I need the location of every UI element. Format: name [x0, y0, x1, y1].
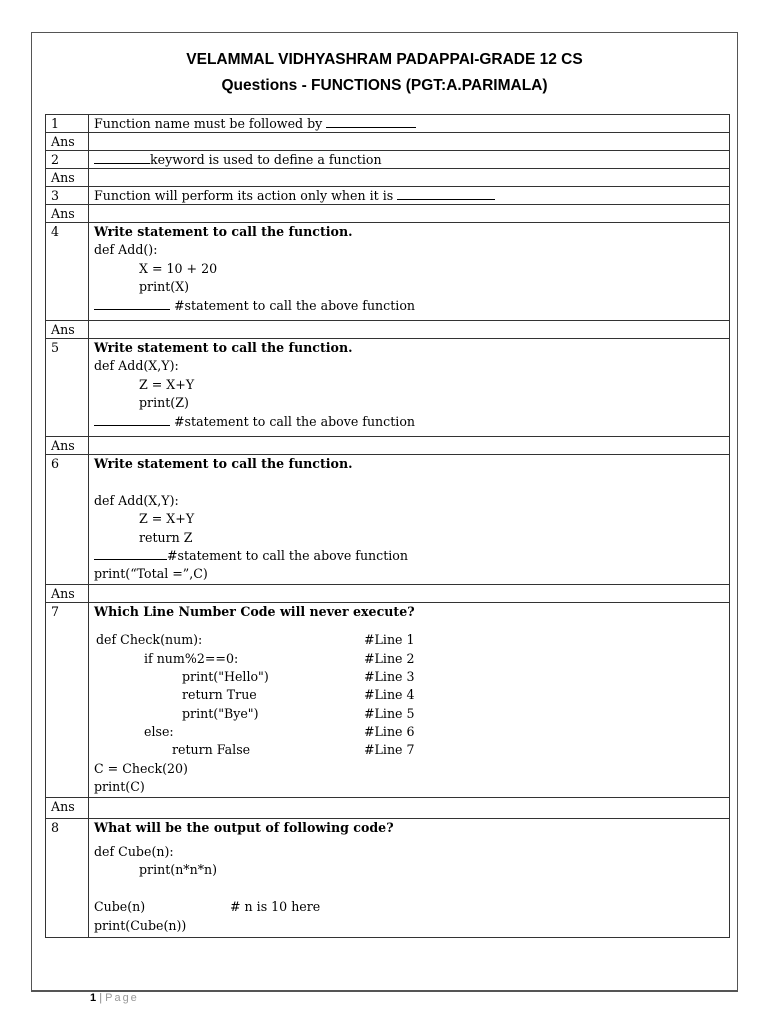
line-comment: #Line 2	[364, 650, 415, 666]
answer-cell[interactable]	[89, 437, 730, 455]
line-comment: #Line 3	[364, 668, 415, 684]
answer-cell[interactable]	[89, 797, 730, 818]
line-comment: #Line 6	[364, 724, 415, 740]
code-line: def Add(X,Y):	[94, 492, 179, 508]
code-line: def Check(num):	[96, 632, 203, 648]
code-line: print(n*n*n)	[139, 862, 218, 878]
code-line: Cube(n)	[94, 899, 146, 915]
code-line: print("Hello")	[182, 668, 269, 684]
code-comment: #statement to call the above function	[167, 547, 409, 563]
ans-label: Ans	[46, 584, 89, 602]
code-line: else:	[144, 724, 174, 740]
page-word: Page	[105, 992, 139, 1004]
answer-cell[interactable]	[89, 205, 730, 223]
code-line: print("Bye")	[182, 705, 259, 721]
question-row-6	[46, 455, 730, 585]
code-line: print(X)	[139, 279, 190, 295]
question-number: 3	[46, 187, 89, 205]
question-row-3	[46, 187, 730, 205]
code-line: Z = X+Y	[139, 376, 195, 392]
answer-cell[interactable]	[89, 133, 730, 151]
worksheet-subtitle: Questions - FUNCTIONS (PGT:A.PARIMALA)	[221, 77, 548, 94]
question-number: 7	[46, 602, 89, 797]
page-footer	[90, 992, 139, 1004]
question-row-7	[46, 602, 730, 797]
q8-heading: What will be the output of following code?	[94, 819, 394, 835]
question-row-1	[46, 115, 730, 133]
page-number: 1	[90, 992, 97, 1004]
answer-row-5	[46, 437, 730, 455]
fill-blank	[94, 413, 170, 426]
question-number: 2	[46, 151, 89, 169]
ans-label: Ans	[46, 321, 89, 339]
ans-label: Ans	[46, 169, 89, 187]
fill-blank	[94, 547, 167, 560]
question-text	[89, 602, 730, 797]
question-row-4	[46, 223, 730, 321]
code-line: print(“Total =”,C)	[94, 566, 208, 582]
question-number: 6	[46, 455, 89, 585]
answer-row-6	[46, 584, 730, 602]
question-row-8	[46, 818, 730, 937]
line-comment: #Line 4	[364, 687, 415, 703]
code-line: def Add(X,Y):	[94, 358, 179, 374]
line-comment: #Line 5	[364, 705, 415, 721]
fill-blank	[94, 151, 150, 164]
q2-text: keyword is used to define a function	[150, 152, 382, 167]
code-line: return Z	[139, 529, 193, 545]
code-line: return True	[182, 687, 257, 703]
question-number: 5	[46, 339, 89, 437]
ans-label: Ans	[46, 205, 89, 223]
code-line: C = Check(20)	[94, 760, 188, 776]
line-comment: #Line 1	[364, 632, 415, 648]
question-text	[89, 187, 730, 205]
code-line: X = 10 + 20	[139, 260, 218, 276]
answer-row-4	[46, 321, 730, 339]
code-line: Z = X+Y	[139, 511, 195, 527]
code-line: print(Cube(n))	[94, 917, 187, 933]
footer-divider	[31, 990, 738, 991]
question-number: 1	[46, 115, 89, 133]
q6-heading: Write statement to call the function.	[94, 456, 353, 471]
code-line: print(Z)	[139, 395, 189, 411]
answer-row-7	[46, 797, 730, 818]
question-row-5	[46, 339, 730, 437]
question-text	[89, 455, 730, 585]
question-text	[89, 339, 730, 437]
fill-blank	[326, 115, 416, 128]
answer-row-3	[46, 205, 730, 223]
code-line: def Add():	[94, 242, 158, 258]
question-text	[89, 818, 730, 937]
question-number: 4	[46, 223, 89, 321]
q3-text: Function will perform its action only when it is	[94, 188, 398, 203]
fill-blank	[397, 187, 495, 200]
answer-cell[interactable]	[89, 584, 730, 602]
question-number: 8	[46, 818, 89, 937]
q7-heading: Which Line Number Code will never execute?	[94, 603, 415, 619]
code-line: return False	[172, 742, 251, 758]
q1-text: Function name must be followed by	[94, 116, 327, 131]
code-comment: #statement to call the above function	[170, 297, 416, 313]
question-text	[89, 223, 730, 321]
code-comment: # n is 10 here	[230, 899, 321, 915]
school-title: VELAMMAL VIDHYASHRAM PADAPPAI-GRADE 12 CS	[186, 51, 583, 68]
q4-heading: Write statement to call the function.	[94, 224, 353, 239]
question-row-2	[46, 151, 730, 169]
question-table	[45, 114, 730, 938]
code-comment: #statement to call the above function	[170, 413, 416, 429]
ans-label: Ans	[46, 133, 89, 151]
ans-label: Ans	[46, 437, 89, 455]
footer-separator: |	[99, 992, 103, 1004]
code-block	[94, 631, 729, 797]
question-text	[89, 115, 730, 133]
answer-cell[interactable]	[89, 169, 730, 187]
fill-blank	[94, 297, 170, 310]
code-line: if num%2==0:	[144, 650, 239, 666]
answer-cell[interactable]	[89, 321, 730, 339]
q5-heading: Write statement to call the function.	[94, 340, 353, 355]
ans-label: Ans	[46, 797, 89, 818]
answer-row-1	[46, 133, 730, 151]
question-text	[89, 151, 730, 169]
code-line: def Cube(n):	[94, 844, 174, 860]
line-comment: #Line 7	[364, 742, 415, 758]
answer-row-2	[46, 169, 730, 187]
code-line: print(C)	[94, 779, 145, 795]
